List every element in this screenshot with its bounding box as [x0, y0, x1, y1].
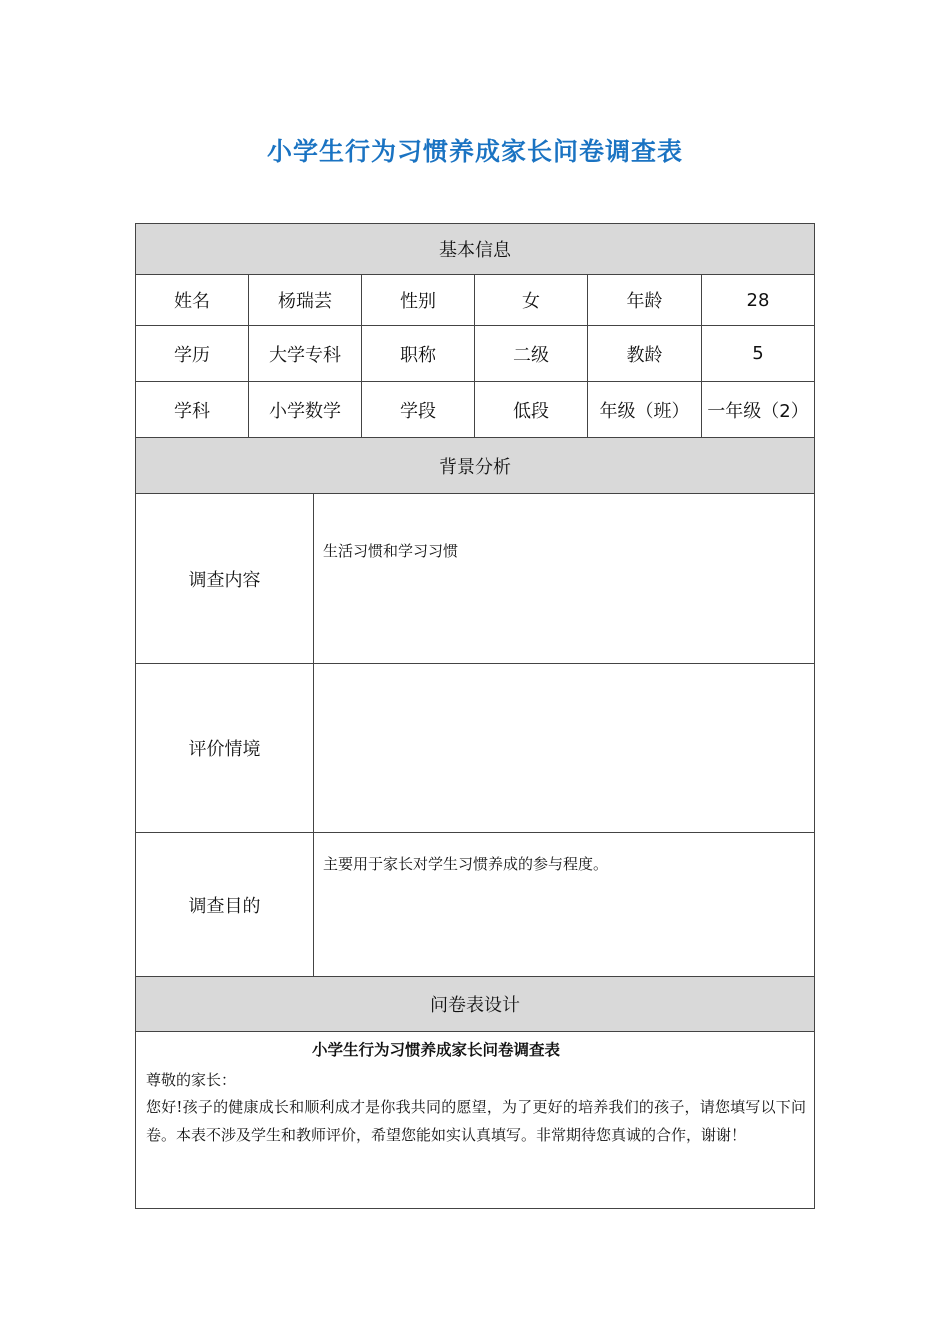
design-header: 问卷表设计 [136, 977, 814, 1032]
questionnaire-intro: 您好!孩子的健康成长和顺利成才是你我共同的愿望，为了更好的培养我们的孩子，请您填写以下问卷。本表不涉及学生和教师评价，希望您能如实认真填写。非常期待您真诚的合作，谢谢！ [146, 1098, 806, 1144]
subject-label: 学科 [136, 382, 249, 438]
questionnaire-title: 小学生行为习惯养成家长问卷调查表 [311, 1041, 560, 1059]
gender-label: 性别 [362, 275, 475, 326]
age-value: 28 [702, 275, 814, 326]
basic-info-header: 基本信息 [136, 224, 814, 275]
document-title: 小学生行为习惯养成家长问卷调查表 [266, 137, 683, 166]
stage-value: 低段 [475, 382, 588, 438]
grade-label: 年级（班） [588, 382, 702, 438]
survey-purpose-label: 调查目的 [136, 833, 314, 977]
teaching-years-value: 5 [702, 326, 814, 382]
survey-content-label: 调查内容 [136, 494, 314, 664]
survey-purpose-value: 主要用于家长对学生习惯养成的参与程度。 [314, 833, 814, 977]
stage-label: 学段 [362, 382, 475, 438]
education-label: 学历 [136, 326, 249, 382]
education-value: 大学专科 [249, 326, 362, 382]
age-label: 年龄 [588, 275, 702, 326]
gender-value: 女 [475, 275, 588, 326]
background-header: 背景分析 [136, 438, 814, 494]
grade-value: 一年级（2） [702, 382, 814, 438]
title-value: 二级 [475, 326, 588, 382]
name-value: 杨瑞芸 [249, 275, 362, 326]
survey-form-table [135, 223, 815, 1209]
evaluation-context-value [314, 664, 814, 833]
survey-content-value: 生活习惯和学习习惯 [314, 494, 814, 664]
name-label: 姓名 [136, 275, 249, 326]
evaluation-context-label: 评价情境 [136, 664, 314, 833]
subject-value: 小学数学 [249, 382, 362, 438]
questionnaire-design-content [136, 1032, 814, 1208]
teaching-years-label: 教龄 [588, 326, 702, 382]
questionnaire-greeting: 尊敬的家长： [146, 1071, 237, 1089]
title-label: 职称 [362, 326, 475, 382]
